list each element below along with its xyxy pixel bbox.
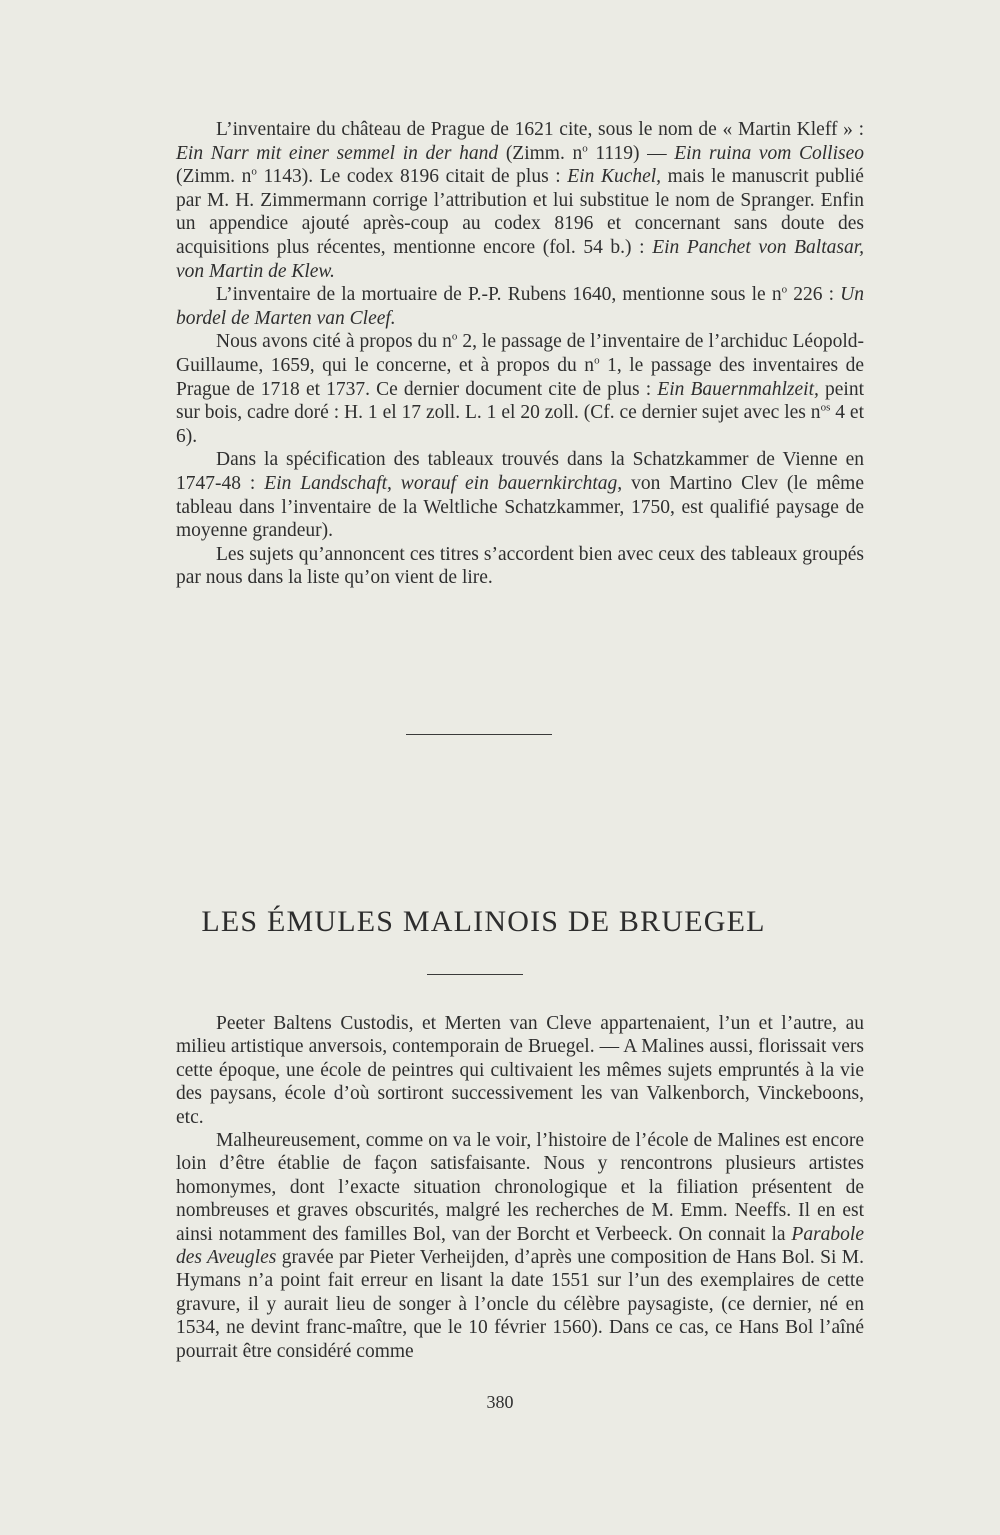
paragraph — [176, 330, 864, 448]
italic-title: Ein Landschaft, worauf ein bauernkirchtag, — [264, 472, 623, 494]
paragraph — [176, 1129, 864, 1363]
paragraph — [176, 543, 864, 590]
text-run: Nous avons cité à propos du n — [216, 331, 452, 353]
italic-title: Ein Bauernmahlzeit, — [657, 378, 819, 400]
italic-title: Ein ruina vom Colliseo — [674, 142, 864, 164]
bottom-text-block — [176, 1012, 864, 1363]
text-run: Les sujets qu’annoncent ces titres s’accordent bien avec ceux des tableaux groupés par nous dans la liste qu’on vient de lire. — [176, 543, 864, 589]
italic-title: Ein Panchet von Baltasar, von Martin de Klew. — [176, 236, 865, 282]
superscript: o — [781, 283, 788, 296]
text-run: von Martino Clev (le même tableau dans l’inventaire de la Weltliche Schatzkammer, 1750, est qualifié paysage de moyenne grandeur). — [176, 472, 864, 542]
text-run: (Zimm. n — [176, 166, 252, 188]
text-run: 1143). Le codex 8196 citait de plus : — [256, 166, 568, 188]
title-underline-rule — [427, 974, 523, 975]
text-run: 226 : — [787, 284, 841, 306]
paragraph — [176, 283, 864, 330]
text-run: peint sur bois, cadre doré : H. 1 el 17 zoll. L. 1 el 20 zoll. (Cf. ce dernier sujet avec les n — [176, 378, 864, 424]
section-divider-rule — [406, 734, 552, 735]
paragraph — [176, 448, 864, 542]
text-run: Malheureusement, comme on va le voir, l’histoire de l’école de Malines est encore loin d’être établie de façon satisfaisante. Nous y rencontrons plusieurs artistes homonymes, dont l’exacte situation chronologique et la filiation présentent de nombreuses et graves obscurités, malgré les recherches de M. Emm. Neeffs. Il en est ainsi notamment des familles Bol, van der Borcht et Verbeeck. On connait la — [176, 1130, 864, 1245]
text-run: 2, le passage de l’inventaire de l’archiduc Léopold-Guillaume, 1659, qui le concerne, et à propos du n — [176, 331, 864, 376]
page-number: 380 — [486, 1392, 514, 1412]
text-run: 1119) — — [587, 142, 675, 164]
text-run: mais le manuscrit publié par M. H. Zimmermann corrige l’attribution et lui substitue le nom de Spranger. Enfin un appendice ajouté après-coup au codex 8196 et concernant sans doute des acquisitions plus récentes, mentionne encore (fol. 54 b.) : — [176, 166, 864, 258]
text-run: 1, le passage des inventaires de Prague de 1718 et 1737. Ce dernier document cite de plus : — [176, 354, 864, 400]
italic-title: Un bordel de Marten van Cleef. — [176, 284, 865, 329]
superscript: o — [582, 142, 588, 155]
text-run: gravée par Pieter Verheijden, d’après une composition de Hans Bol. Si M. Hymans n’a point fait erreur en lisant la date 1551 sur l’un des exemplaires de cette gravure, il y aurait lieu de songer à l’oncle du célèbre paysagiste, (ce dernier, né en 1534, ne devint franc-maître, que le 10 février 1560). Dans ce cas, ce Hans Bol l’aîné pourrait être considéré comme — [176, 1247, 865, 1362]
superscript: os — [820, 401, 831, 414]
text-run: L’inventaire de la mortuaire de P.-P. Rubens 1640, mentionne sous le n — [216, 284, 782, 306]
text-run: (Zimm. n — [498, 142, 583, 164]
superscript: o — [251, 165, 257, 178]
superscript: o — [594, 354, 600, 367]
text-run: 4 et 6). — [176, 402, 864, 447]
paragraph — [176, 1012, 864, 1129]
section-title: LES ÉMULES MALINOIS DE BRUEGEL — [201, 905, 766, 938]
italic-title: Parabole des Aveugles — [176, 1223, 864, 1269]
italic-title: Ein Narr mit einer semmel in der hand — [176, 142, 499, 164]
text-run: Dans la spécification des tableaux trouvés dans la Schatzkammer de Vienne en 1747-48 : — [176, 449, 864, 494]
text-run: L’inventaire du château de Prague de 1621 cite, sous le nom de « Martin Kleff » : — [216, 119, 864, 140]
text-run: Peeter Baltens Custodis, et Merten van Cleve appartenaient, l’un et l’autre, au milieu artistique anversois, contemporain de Bruegel. — A Malines aussi, florissait vers cette époque, une école de peintres qui cultivaient les mêmes sujets empruntés à la vie des paysans, école d’où sortiront successivement les van Valkenborch, Vinckeboons, etc. — [176, 1013, 864, 1128]
superscript: o — [451, 330, 458, 343]
paragraph — [176, 118, 864, 283]
italic-title: Ein Kuchel, — [567, 166, 662, 188]
top-text-block — [176, 118, 864, 590]
